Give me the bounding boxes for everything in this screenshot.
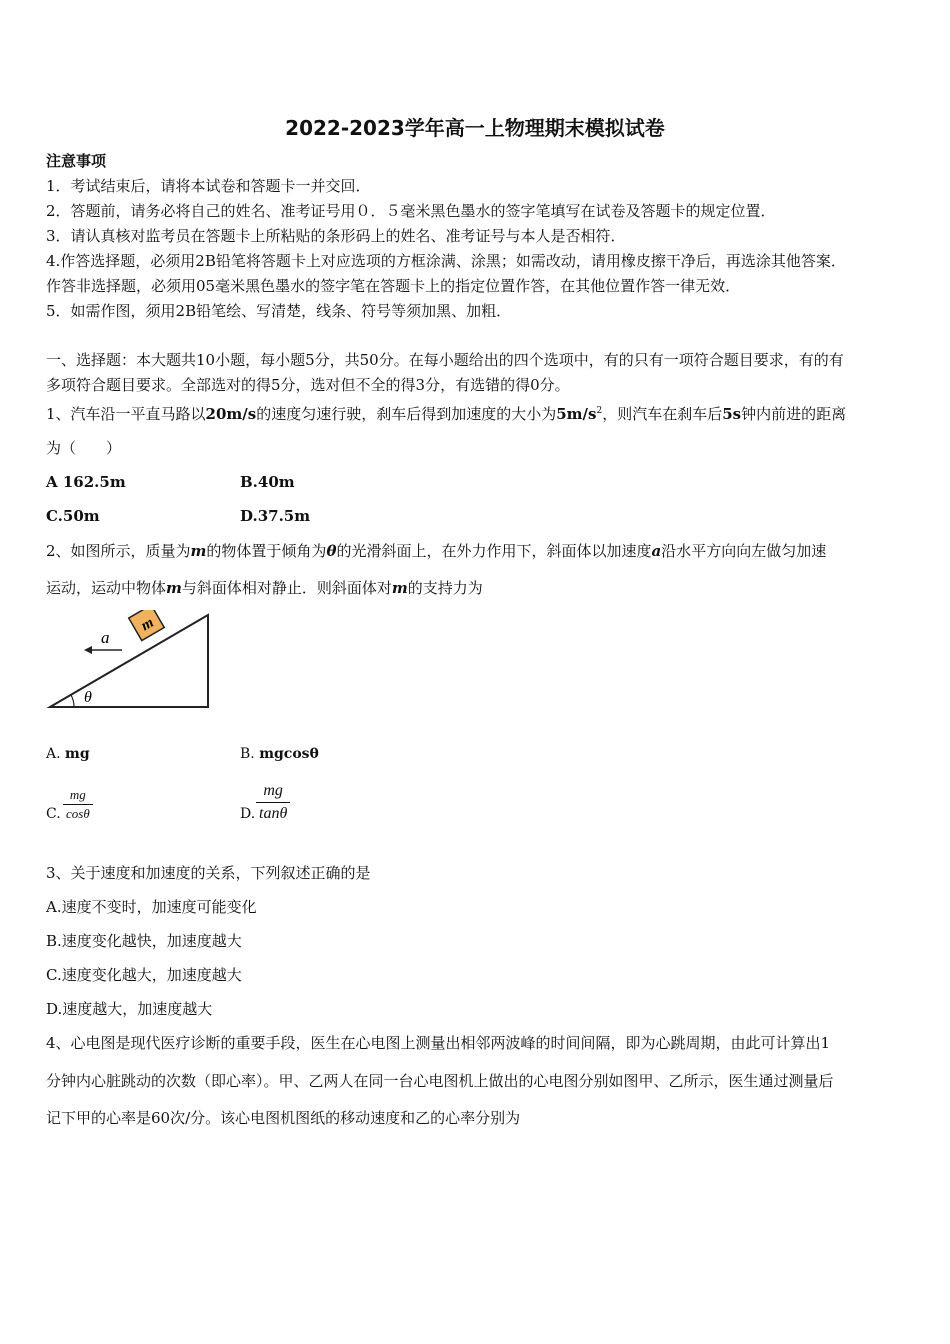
q3-option-c: C.速度变化越大，加速度越大 xyxy=(46,966,242,984)
q1-option-c: C.50m xyxy=(46,507,100,525)
incline-diagram xyxy=(40,610,220,715)
q1-accel: 5m/s xyxy=(556,405,597,423)
q2-option-c-fraction: $\frac{mg}{\cos\theta}$ xyxy=(63,786,93,823)
q1-time: 5s xyxy=(722,405,742,423)
angle-arc xyxy=(71,695,74,707)
q4-stem-line1: 4、心电图是现代医疗诊断的重要手段，医生在心电图上测量出相邻两波峰的时间间隔，即为心跳周期，由此可计算出1 xyxy=(46,1034,831,1052)
q1-stem-line1: 1、汽车沿一平直马路以20m/s的速度匀速行驶，刹车后得到加速度的大小为$5m/s^2$，则汽车在刹车后5s钟内前进的距离 xyxy=(46,405,847,423)
q3-option-d: D.速度越大，加速度越大 xyxy=(46,1000,213,1018)
q3-stem: 3、关于速度和加速度的关系，下列叙述正确的是 xyxy=(46,864,371,882)
mass-label: m xyxy=(138,614,157,635)
q1-option-b: B.40m xyxy=(240,473,295,491)
q2-option-d-fraction: $\frac{mg}{\tan\theta}$ xyxy=(256,780,290,825)
q3-option-a: A.速度不变时，加速度可能变化 xyxy=(46,898,257,916)
page-title: 2022-2023学年高一上物理期末模拟试卷 xyxy=(285,116,665,140)
angle-label: θ xyxy=(84,689,92,706)
notice-item: 作答非选择题，必须用05毫米黑色墨水的签字笔在答题卡上的指定位置作答，在其他位置作答一律无效． xyxy=(46,277,741,295)
q1-option-d: D.37.5m xyxy=(240,507,311,525)
q1-speed: 20m/s xyxy=(205,405,257,423)
q1-option-a: A 162.5m xyxy=(46,473,126,491)
q2-option-a: A. mg xyxy=(46,746,90,762)
accel-label: a xyxy=(101,628,110,647)
q4-stem-line3: 记下甲的心率是60次/分。该心电图机图纸的移动速度和乙的心率分别为 xyxy=(46,1109,521,1127)
q3-option-b: B.速度变化越快，加速度越大 xyxy=(46,932,242,950)
q4-stem-line2: 分钟内心脏跳动的次数（即心率）。甲、乙两人在同一台心电图机上做出的心电图分别如图甲、乙所示，医生通过测量后 xyxy=(46,1072,834,1090)
section-intro-line2: 多项符合题目要求。全部选对的得5分，选对但不全的得3分，有选错的得0分。 xyxy=(46,376,570,394)
notice-item: 4.作答选择题，必须用2B铅笔将答题卡上对应选项的方框涂满、涂黑；如需改动，请用橡皮擦干净后，再选涂其他答案． xyxy=(46,252,846,270)
q2-option-b: B. mgcosθ xyxy=(240,746,319,762)
notice-item: 1．考试结束后，请将本试卷和答题卡一并交回． xyxy=(46,177,371,195)
q2-option-c-label: C. xyxy=(46,806,61,822)
notice-item: 5．如需作图，须用2B铅笔绘、写清楚，线条、符号等须加黑、加粗． xyxy=(46,302,512,320)
section-intro-line1: 一、选择题：本大题共10小题，每小题5分，共50分。在每小题给出的四个选项中，有的只有一项符合题目要求，有的有 xyxy=(46,351,844,369)
arrow-head-icon xyxy=(84,646,92,654)
notice-item: 2．答题前，请务必将自己的姓名、准考证号用０．５毫米黑色墨水的签字笔填写在试卷及答题卡的规定位置． xyxy=(46,202,776,220)
mass-block xyxy=(129,610,165,641)
notice-heading: 注意事项 xyxy=(46,152,107,170)
q2-stem-line2: 运动，运动中物体m与斜面体相对静止．则斜面体对m的支持力为 xyxy=(46,579,483,597)
notice-item: 3．请认真核对监考员在答题卡上所粘贴的条形码上的姓名、准考证号与本人是否相符． xyxy=(46,227,626,245)
q2-stem-line1: 2、如图所示，质量为m的物体置于倾角为θ的光滑斜面上，在外力作用下，斜面体以加速度a沿水平方向向左做匀加速 xyxy=(46,542,827,560)
incline-triangle xyxy=(50,615,208,707)
q2-option-d-label: D. xyxy=(240,806,256,822)
q1-stem-line2: 为（ ） xyxy=(46,439,122,457)
